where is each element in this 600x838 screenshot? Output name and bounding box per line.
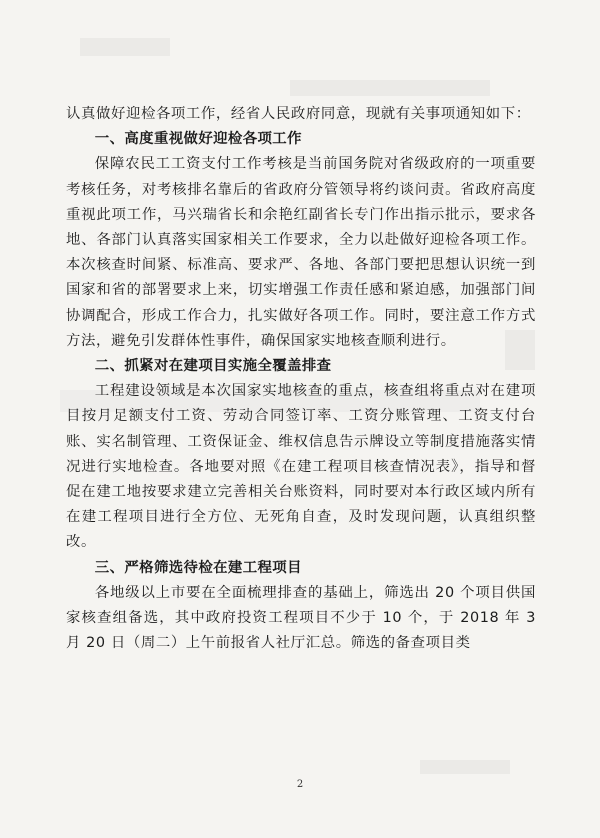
section-heading-2: 二、抓紧对在建项目实施全覆盖排查 xyxy=(94,358,332,375)
page-number: 2 xyxy=(296,779,304,790)
document-body xyxy=(66,102,536,656)
section-3-paragraph: 各地级以上市要在全面梳理排查的基础上，筛选出 20 个项目供国家核查组备选，其中政府投资工程项目不少于 10 个，于 2018 年 3 月 20 日（周二）上午前报省人社厅汇总。筛选的备查项目类 xyxy=(66,584,536,652)
bleed-through-mark xyxy=(80,38,170,56)
section-heading-1: 一、高度重视做好迎检各项工作 xyxy=(94,131,302,148)
intro-paragraph: 认真做好迎检各项工作，经省人民政府同意，现就有关事项通知如下： xyxy=(66,106,531,122)
bleed-through-mark xyxy=(290,80,490,96)
section-1-paragraph: 保障农民工工资支付工作考核是当前国务院对省级政府的一项重要考核任务，对考核排名靠后的省政府分管领导将约谈问责。省政府高度重视此项工作，马兴瑞省长和余艳红副省长专门作出指示批示，要求各地、各部门认真落实国家相关工作要求，全力以赴做好迎检各项工作。本次核查时间紧、标准高、要求严、各地、各部门要把思想认识统一到国家和省的部署要求上来，切实增强工作责任感和紧迫感，加强部门间协调配合，形成工作合力，扎实做好各项工作。同时，要注意工作方式方法，避免引发群体性事件，确保国家实地核查顺利进行。 xyxy=(66,156,536,349)
bleed-through-mark xyxy=(420,760,510,774)
section-heading-3: 三、严格筛选待检在建工程项目 xyxy=(94,559,302,576)
section-2-paragraph: 工程建设领域是本次国家实地核查的重点，核查组将重点对在建项目按月足额支付工资、劳动合同签订率、工资分账管理、工资支付台账、实名制管理、工资保证金、维权信息告示牌设立等制度措施落实情况进行实地检查。各地要对照《在建工程项目核查情况表》，指导和督促在建工地按要求建立完善相关台账资料，同时要对本行政区域内所有在建工程项目进行全方位、无死角自查，及时发现问题，认真组织整改。 xyxy=(66,383,536,551)
